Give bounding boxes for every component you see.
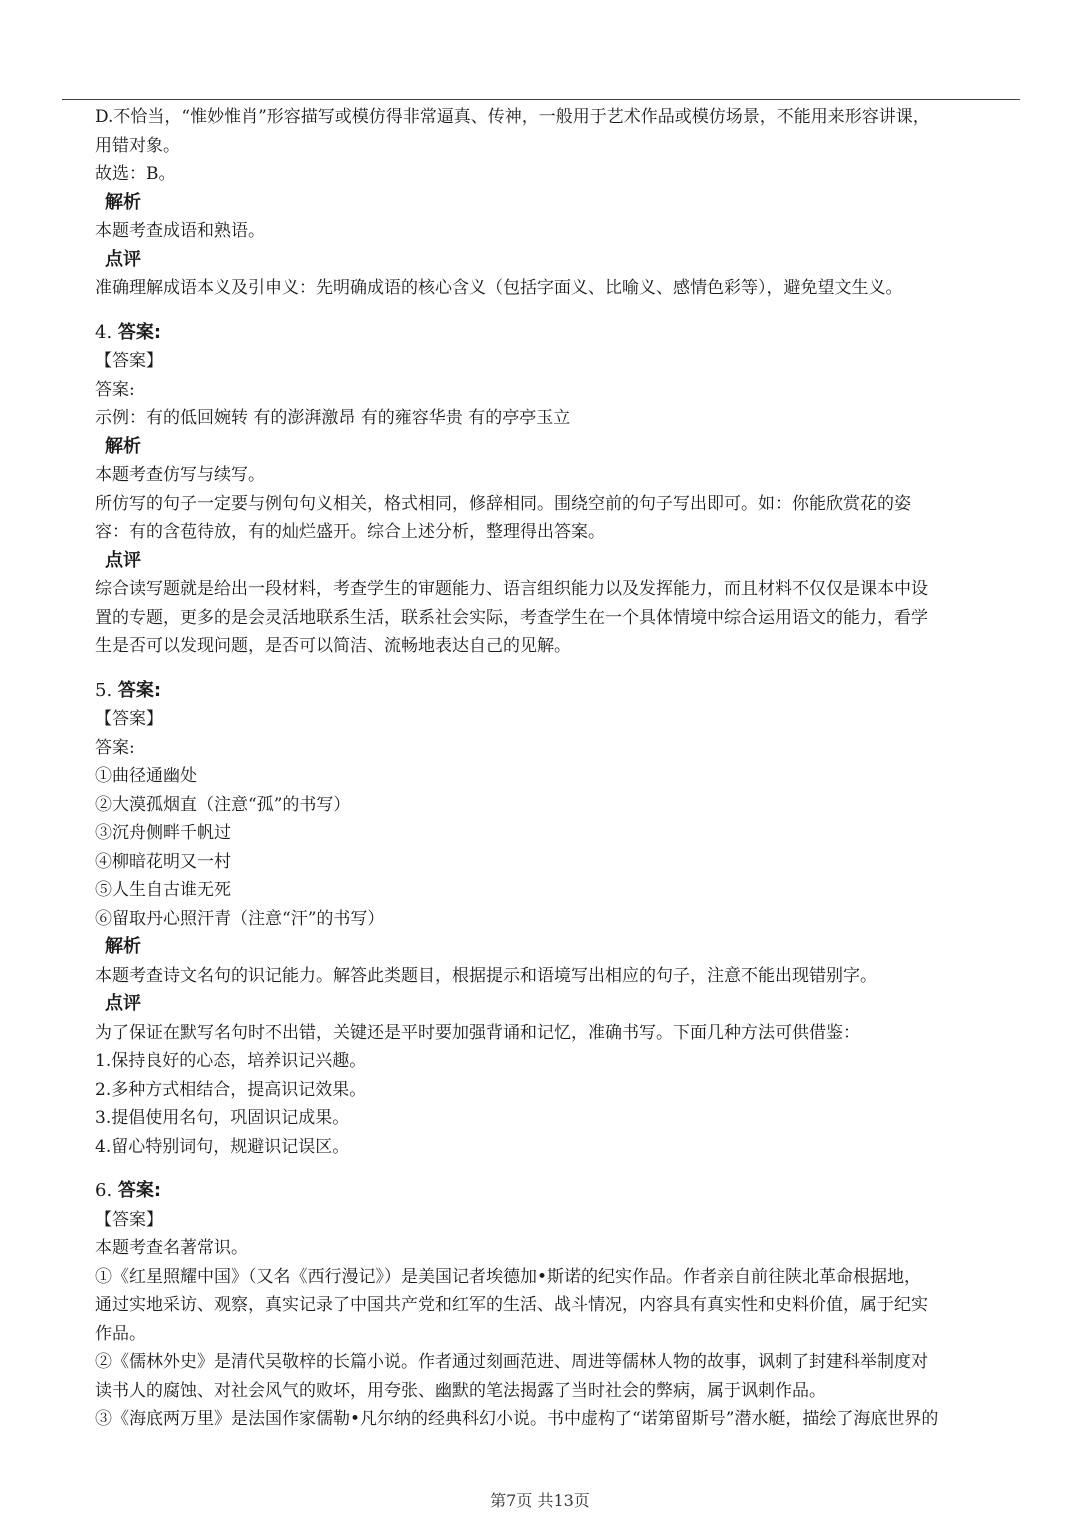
answer-bracket: 【答案】 — [95, 351, 163, 371]
comment-heading: 点评 — [105, 993, 141, 1014]
analysis-line: 所仿写的句子一定要与例句句义相关，格式相同，修辞相同。围绕空前的句子写出即可。如：你能欣赏花的姿 — [95, 493, 911, 514]
comment-line: 2.多种方式相结合，提高识记效果。 — [95, 1079, 367, 1100]
question-3-tail — [95, 103, 1035, 303]
analysis-line: 本题考查诗文名句的识记能力。解答此类题目，根据提示和语境写出相应的句子，注意不能出现错别字。 — [95, 965, 877, 986]
answer-line: ③《海底两万里》是法国作家儒勒•凡尔纳的经典科幻小说。书中虚构了“诺第留斯号”潜水艇，描绘了海底世界的 — [95, 1409, 939, 1429]
analysis-heading: 解析 — [105, 936, 141, 957]
comment-line: 生是否可以发现问题，是否可以简洁、流畅地表达自己的见解。 — [95, 636, 571, 656]
analysis-heading: 解析 — [105, 191, 141, 213]
answer-line: 作品。 — [95, 1323, 146, 1344]
answer-line: ④柳暗花明又一村 — [95, 851, 231, 872]
analysis-line: 容：有的含苞待放，有的灿烂盛开。综合上述分析，整理得出答案。 — [95, 522, 605, 542]
comment-line: 1.保持良好的心态，培养识记兴趣。 — [95, 1051, 367, 1071]
text-line: D.不恰当，“惟妙惟肖”形容描写或模仿得非常逼真、传神，一般用于艺术作品或模仿场景，不能用来形容讲课， — [95, 107, 930, 127]
answer-line: ①《红星照耀中国》（又名《西行漫记》）是美国记者埃德加•斯诺的纪实作品。作者亲自前往陕北革命根据地， — [95, 1266, 922, 1287]
answer-bracket: 【答案】 — [95, 1209, 163, 1230]
answer-line: ⑤人生自古谁无死 — [95, 880, 231, 900]
answer-line: ②大漠孤烟直（注意“孤”的书写） — [95, 794, 351, 815]
question-label: 答案: — [117, 679, 162, 701]
question-heading — [95, 319, 1035, 348]
answer-label: 答案: — [95, 737, 135, 758]
question-number: 6. — [95, 1180, 113, 1201]
question-5 — [95, 677, 1035, 1162]
comment-heading: 点评 — [105, 248, 141, 270]
question-heading — [95, 1177, 1035, 1206]
answer-line: ⑥留取丹心照汗青（注意“汗”的书写） — [95, 908, 385, 929]
answer-line: ③沉舟侧畔千帆过 — [95, 823, 231, 843]
page-content — [95, 103, 1035, 1434]
answer-line: 示例：有的低回婉转 有的澎湃激昂 有的雍容华贵 有的亭亭玉立 — [95, 408, 571, 428]
header-rule — [62, 99, 1020, 100]
answer-line: ①曲径通幽处 — [95, 766, 197, 786]
comment-line: 综合读写题就是给出一段材料，考查学生的审题能力、语言组织能力以及发挥能力，而且材料不仅仅是课本中设 — [95, 579, 928, 599]
comment-line: 3.提倡使用名句，巩固识记成果。 — [95, 1108, 350, 1128]
question-label: 答案: — [117, 1180, 162, 1201]
text-line: 用错对象。 — [95, 135, 180, 156]
page-footer: 第7页 共13页 — [490, 1491, 590, 1510]
comment-line: 为了保证在默写名句时不出错，关键还是平时要加强背诵和记忆，准确书写。下面几种方法可供借鉴： — [95, 1022, 860, 1043]
question-number: 4. — [95, 321, 113, 343]
comment-heading: 点评 — [105, 549, 141, 571]
analysis-line: 本题考查成语和熟语。 — [95, 221, 265, 241]
answer-bracket: 【答案】 — [95, 709, 163, 729]
text-line: 故选：B。 — [95, 164, 176, 184]
question-6 — [95, 1177, 1035, 1434]
comment-line: 准确理解成语本义及引申义：先明确成语的核心含义（包括字面义、比喻义、感情色彩等），避免望文生义。 — [95, 278, 903, 298]
comment-line: 4.留心特别词句，规避识记误区。 — [95, 1136, 350, 1157]
question-heading — [95, 677, 1035, 706]
question-4 — [95, 319, 1035, 661]
answer-line: ②《儒林外史》是清代吴敬梓的长篇小说。作者通过刻画范进、周进等儒林人物的故事，讽刺了封建科举制度对 — [95, 1352, 928, 1372]
analysis-heading: 解析 — [105, 435, 141, 457]
question-label: 答案: — [117, 321, 162, 343]
analysis-line: 本题考查仿写与续写。 — [95, 465, 265, 485]
comment-line: 置的专题，更多的是会灵活地联系生活，联系社会实际，考查学生在一个具体情境中综合运用语文的能力，看学 — [95, 607, 928, 628]
answer-line: 读书人的腐蚀、对社会风气的败坏，用夸张、幽默的笔法揭露了当时社会的弊病，属于讽刺作品。 — [95, 1380, 826, 1401]
answer-label: 答案: — [95, 379, 135, 400]
question-number: 5. — [95, 679, 113, 701]
answer-line: 本题考查名著常识。 — [95, 1238, 248, 1258]
answer-line: 通过实地采访、观察，真实记录了中国共产党和红军的生活、战斗情况，内容具有真实性和史料价值，属于纪实 — [95, 1295, 928, 1315]
